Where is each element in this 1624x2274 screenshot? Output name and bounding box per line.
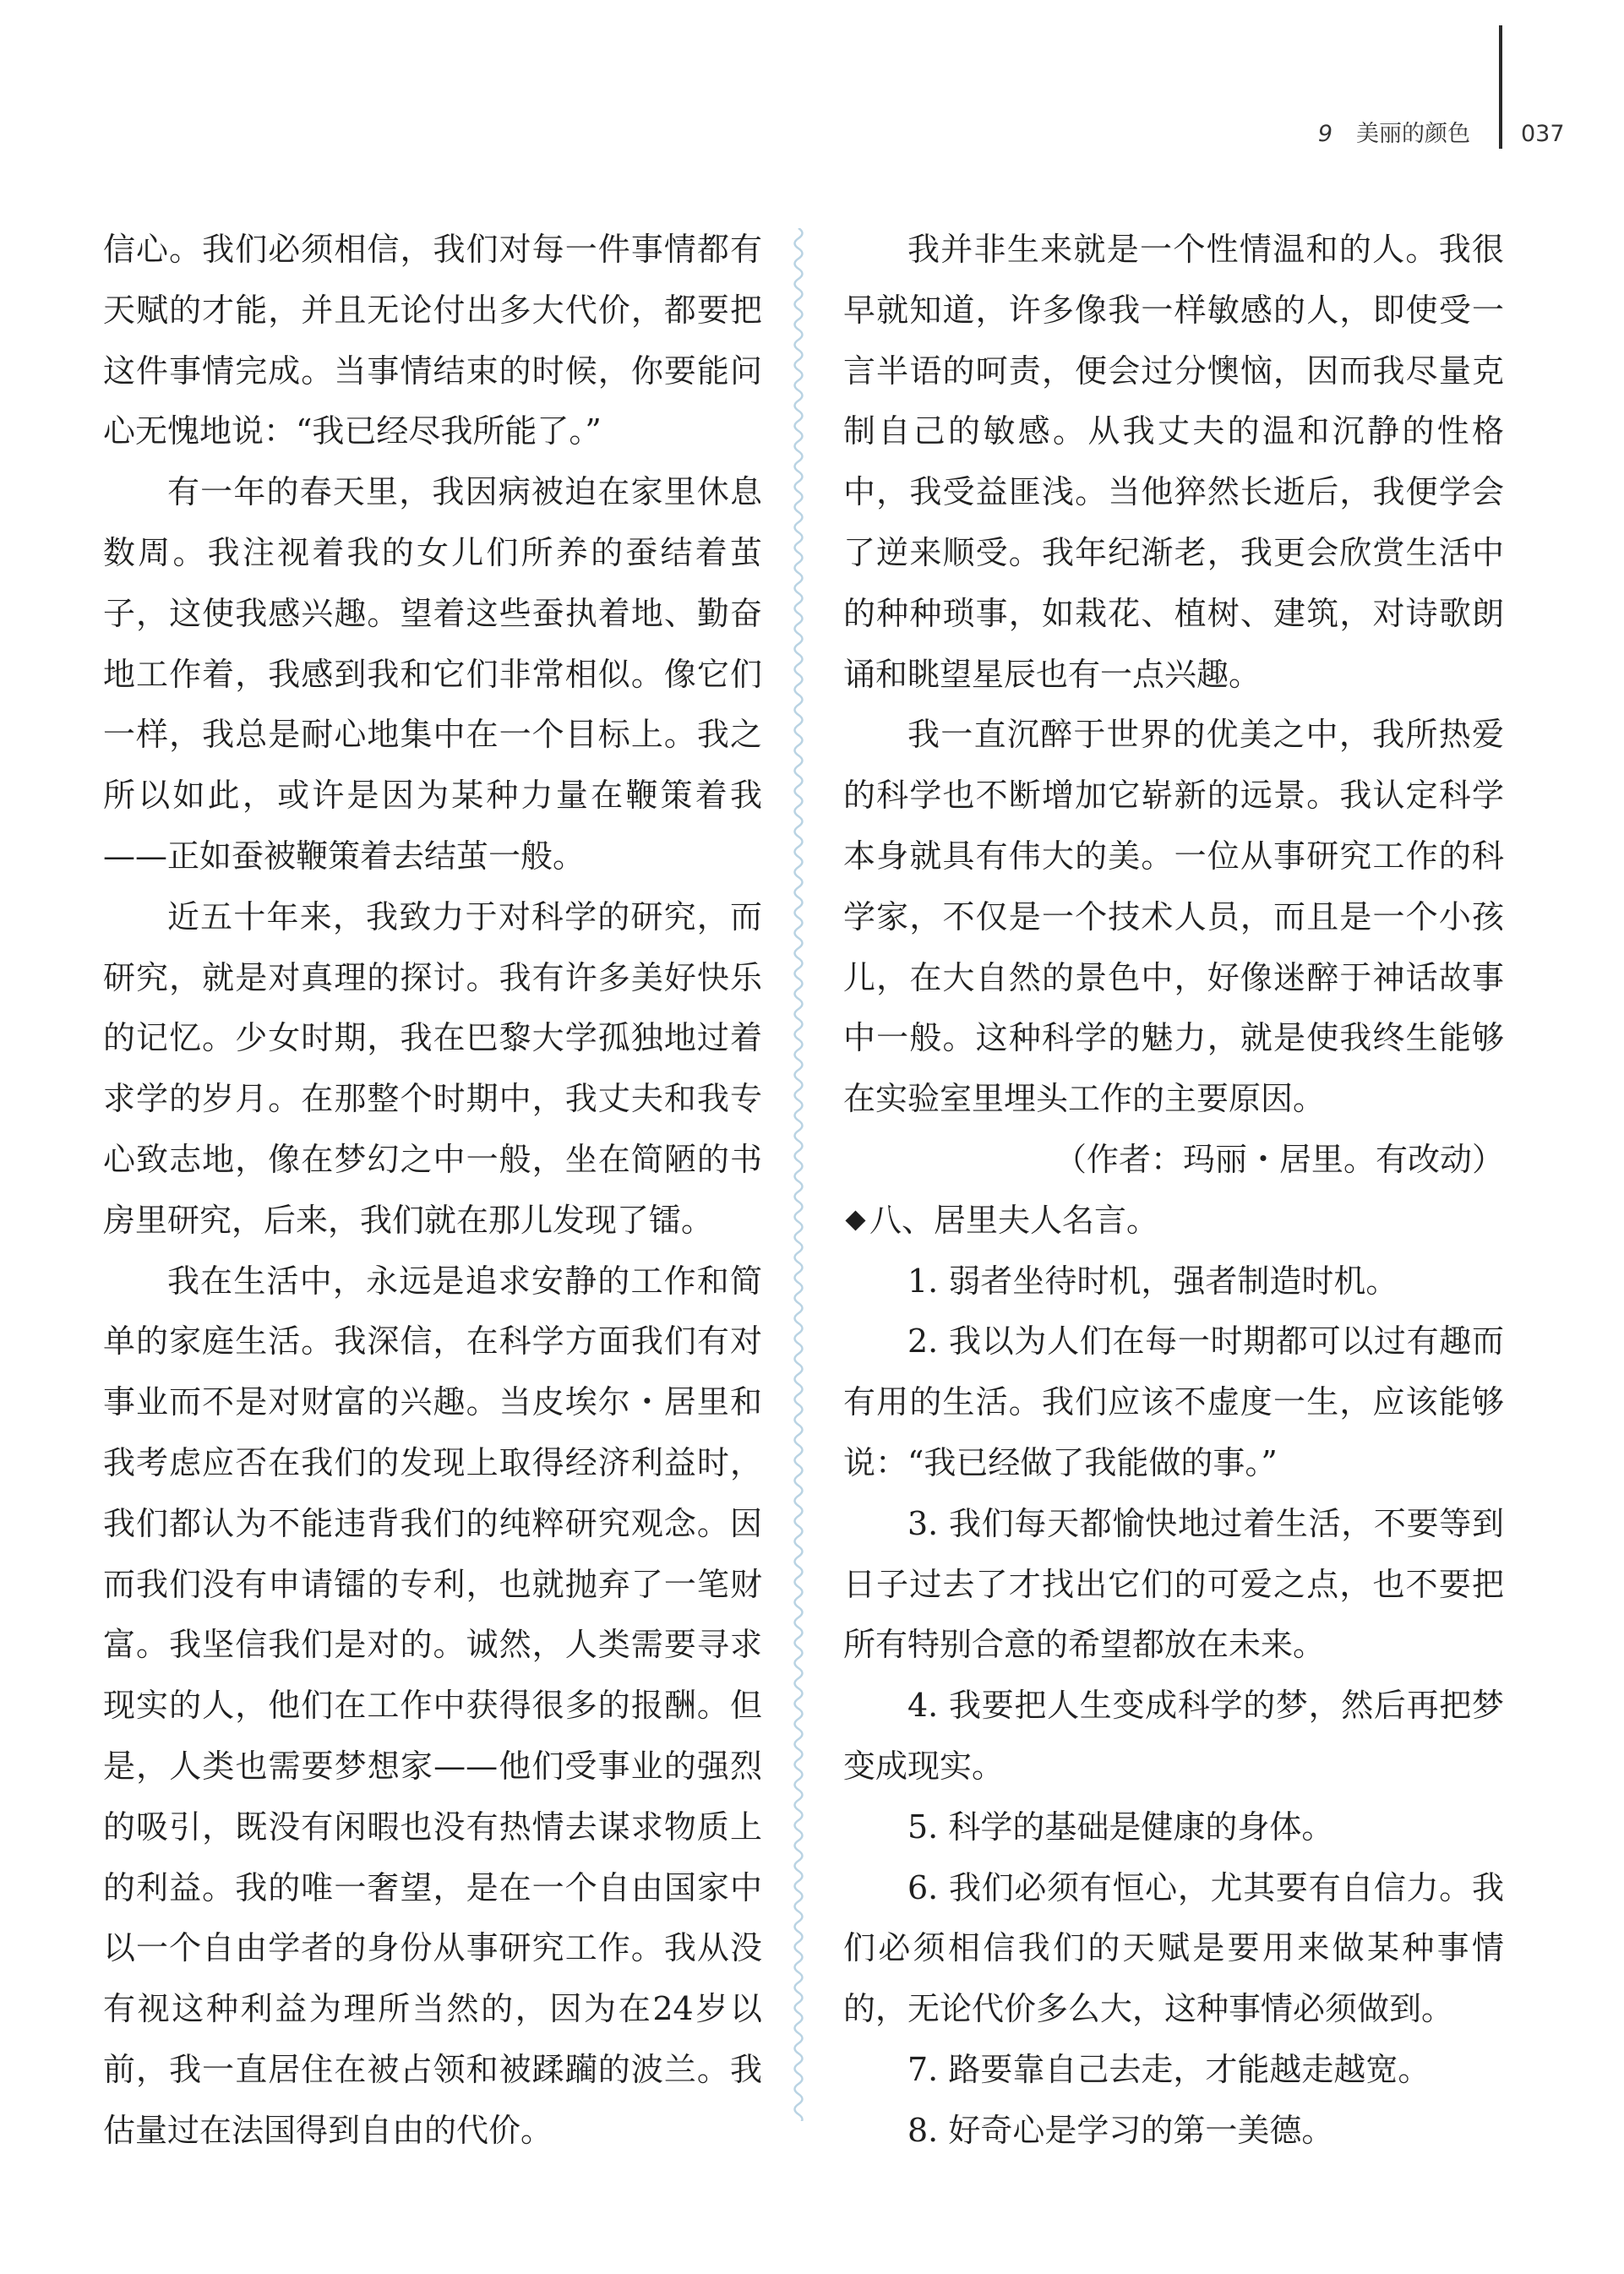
quote-item: 8. 好奇心是学习的第一美德。 (907, 2111, 1334, 2149)
header-divider-line (1499, 25, 1502, 149)
chapter-title-text: 美丽的颜色 (1356, 121, 1470, 147)
page-number: 037 (1521, 121, 1565, 147)
quote-item: 4. 我要把人生变成科学的梦，然后再把梦变成现实。 (843, 1687, 1504, 1785)
quote-item: 5. 科学的基础是健康的身体。 (907, 1808, 1334, 1846)
chapter-title (1200, 119, 1470, 150)
quote-item: 3. 我们每天都愉快地过着生活，不要等到日子过去了才找出它们的可爱之点，也不要把所有特别合意的希望都放在未来。 (843, 1504, 1504, 1664)
quote-item: 1. 弱者坐待时机，强者制造时机。 (907, 1262, 1398, 1300)
paragraph: 信心。我们必须相信，我们对每一件事情都有天赋的才能，并且无论付出多大代价，都要把这件事情完成。当事情结束的时候，你要能问心无愧地说：“我已经尽我所能了。” (103, 231, 762, 450)
quote-item: 2. 我以为人们在每一时期都可以过有趣而有用的生活。我们应该不虚度一生，应该能够说：“我已经做了我能做的事。” (843, 1322, 1504, 1481)
paragraph: 我一直沉醉于世界的优美之中，我所热爱的科学也不断增加它崭新的远景。我认定科学本身就具有伟大的美。一位从事研究工作的科学家，不仅是一个技术人员，而且是一个小孩儿，在大自然的景色中，好像迷醉于神话故事中一般。这种科学的魅力，就是使我终生能够在实验室里埋头工作的主要原因。 (843, 716, 1504, 1118)
section-heading-text: 八、居里夫人名言。 (869, 1201, 1159, 1239)
right-column (843, 220, 1504, 2162)
section-heading (843, 1191, 1504, 1252)
left-column (103, 220, 762, 2162)
quote-item: 7. 路要靠自己去走，才能越走越宽。 (907, 2050, 1431, 2088)
paragraph: 我在生活中，永远是追求安静的工作和简单的家庭生活。我深信，在科学方面我们有对事业而不是对财富的兴趣。当皮埃尔・居里和我考虑应否在我们的发现上取得经济利益时，我们都认为不能违背我们的纯粹研究观念。因而我们没有申请镭的专利，也就抛弃了一笔财富。我坚信我们是对的。诚然，人类需要寻求现实的人，他们在工作中获得很多的报酬。但是，人类也需要梦想家——他们受事业的强烈的吸引，既没有闲暇也没有热情去谋求物质上的利益。我的唯一奢望，是在一个自由国家中以一个自由学者的身份从事研究工作。我从没有视这种利益为理所当然的，因为在24岁以前，我一直居住在被占领和被蹂躏的波兰。我估量过在法国得到自由的代价。 (103, 1262, 762, 2149)
paragraph: 有一年的春天里，我因病被迫在家里休息数周。我注视着我的女儿们所养的蚕结着茧子，这使我感兴趣。望着这些蚕执着地、勤奋地工作着，我感到我和它们非常相似。像它们一样，我总是耐心地集中在一个目标上。我之所以如此，或许是因为某种力量在鞭策着我——正如蚕被鞭策着去结茧一般。 (103, 473, 762, 875)
quote-item: 6. 我们必须有恒心，尤其要有自信力。我们必须相信我们的天赋是要用来做某种事情的，无论代价多么大，这种事情必须做到。 (843, 1868, 1504, 2028)
author-credit: （作者：玛丽・居里。有改动） (1054, 1140, 1504, 1178)
column-divider (789, 228, 808, 2121)
paragraph: 我并非生来就是一个性情温和的人。我很早就知道，许多像我一样敏感的人，即使受一言半语的呵责，便会过分懊恼，因而我尽量克制自己的敏感。从我丈夫的温和沉静的性格中，我受益匪浅。当他猝然长逝后，我便学会了逆来顺受。我年纪渐老，我更会欣赏生活中的种种琐事，如栽花、植树、建筑，对诗歌朗诵和眺望星辰也有一点兴趣。 (843, 231, 1504, 693)
paragraph: 近五十年来，我致力于对科学的研究，而研究，就是对真理的探讨。我有许多美好快乐的记忆。少女时期，我在巴黎大学孤独地过着求学的岁月。在那整个时期中，我丈夫和我专心致志地，像在梦幻之中一般，坐在简陋的书房里研究，后来，我们就在那儿发现了镭。 (103, 897, 762, 1239)
diamond-icon (845, 1211, 865, 1231)
chapter-number: 9 (1317, 121, 1332, 147)
